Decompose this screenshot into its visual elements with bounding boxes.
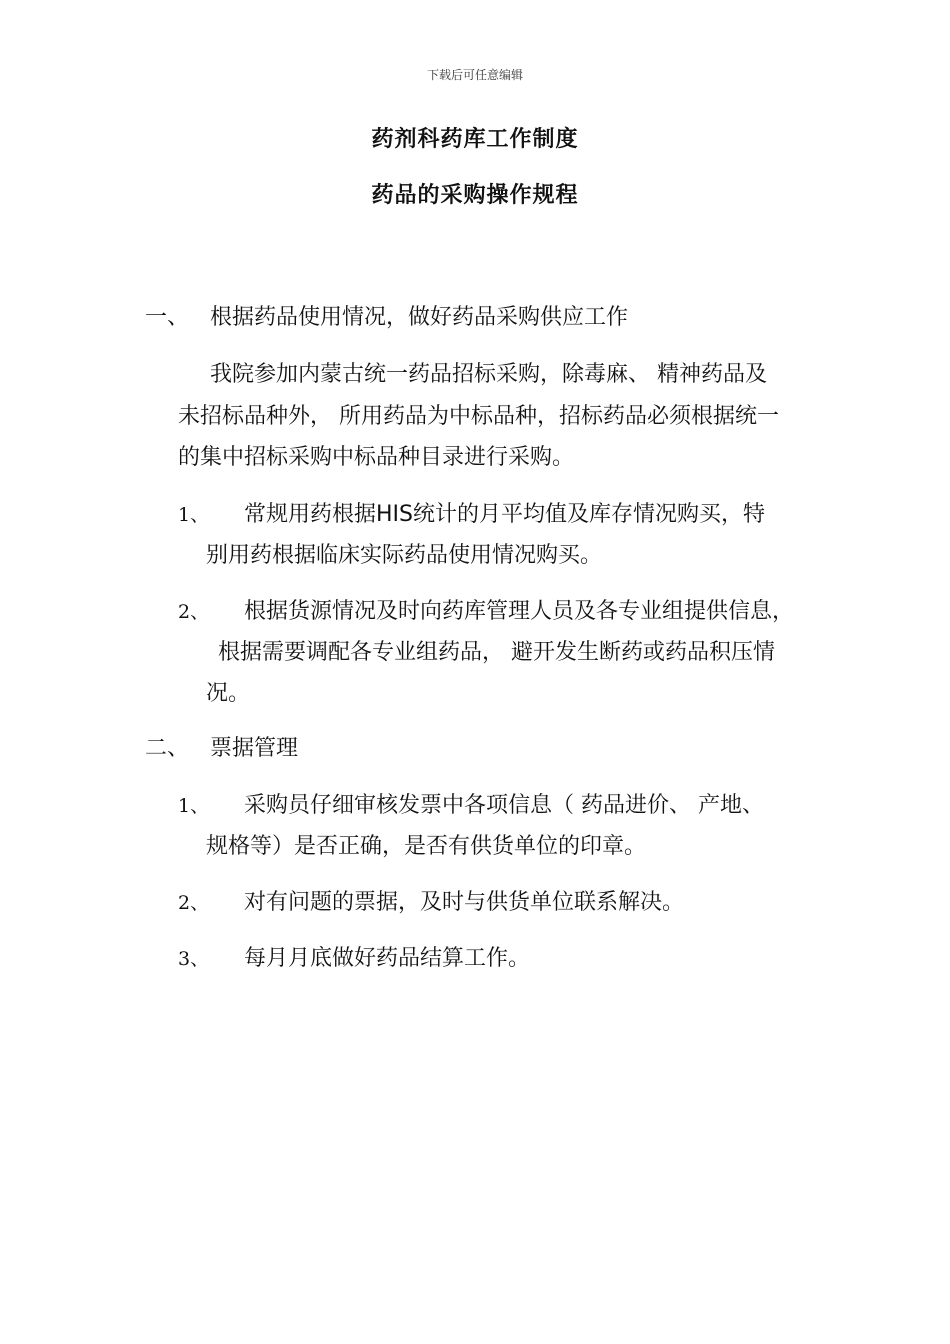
document-subtitle: 药品的采购操作规程 (371, 183, 579, 208)
item-line: 别用药根据临床实际药品使用情况购买。 (206, 543, 603, 568)
section-number: 二、 (145, 736, 190, 761)
paragraph-line: 的集中招标采购中标品种目录进行采购。 (178, 445, 575, 470)
item-line: 采购员仔细审核发票中各项信息（ 药品进价、 产地、 (244, 793, 764, 818)
header-note: 下载后可任意编辑 (426, 68, 523, 82)
item-line: 对有问题的票据，及时与供货单位联系解决。 (244, 890, 685, 915)
item-line: 根据需要调配各专业组药品， 避开发生断药或药品积压情 (218, 640, 775, 665)
paragraph-line: 未招标品种外， 所用药品为中标品种，招标药品必须根据统一 (178, 404, 779, 429)
item-line: 每月月底做好药品结算工作。 (244, 946, 531, 971)
item-line: 规格等）是否正确，是否有供货单位的印章。 (206, 834, 647, 859)
item-number: 2、 (178, 892, 210, 914)
item-line: 况。 (206, 681, 251, 706)
item-number: 2、 (178, 601, 210, 623)
item-number: 1、 (178, 504, 210, 526)
section-heading: 根据药品使用情况，做好药品采购供应工作 (210, 305, 629, 330)
document-title: 药剂科药库工作制度 (371, 127, 579, 152)
item-number: 1、 (178, 795, 210, 817)
item-number: 3、 (178, 948, 210, 970)
paragraph-line: 我院参加内蒙古统一药品招标采购，除毒麻、 精神药品及 (210, 362, 767, 387)
section-heading: 票据管理 (210, 736, 299, 761)
item-line: 常规用药根据HIS统计的月平均值及库存情况购买，特 (244, 502, 765, 527)
item-line: 根据货源情况及时向药库管理人员及各专业组提供信息， (244, 599, 795, 624)
section-number: 一、 (145, 305, 190, 330)
